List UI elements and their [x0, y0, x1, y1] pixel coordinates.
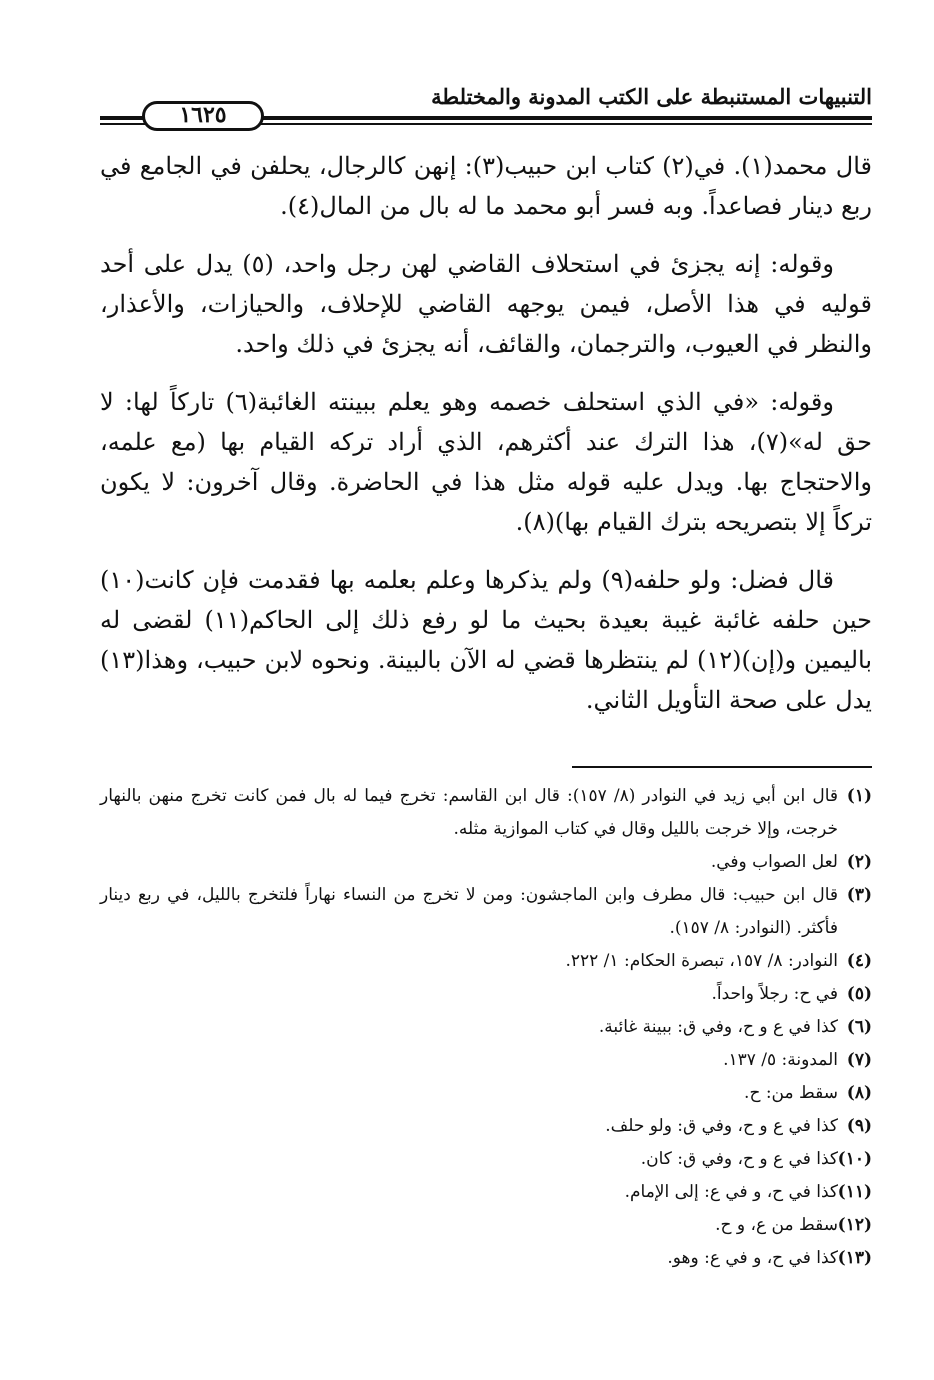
footnotes: [100, 780, 872, 1275]
page-number: ١٦٢٥: [142, 101, 264, 131]
footnote: [100, 846, 872, 879]
running-title: التنبيهات المستنبطة على الكتب المدونة والمختلطة: [431, 84, 872, 109]
footnote-number: (١١): [837, 1182, 872, 1202]
footnote-text: في ح: رجلاً واحداً.: [711, 984, 838, 1004]
footnote-text: كذا في ح، و في ع: وهو.: [667, 1248, 838, 1268]
footnote-text: قال ابن أبي زيد في النوادر (٨/ ١٥٧): قال ابن القاسم: تخرج فيما له بال فمن كانت تخرج منهن بالنهار خرجت، وإلا خرجت بالليل وقال في كتاب الموازية مثله.: [100, 786, 838, 839]
footnote-separator: [572, 766, 872, 768]
footnote-number: (٢): [846, 852, 872, 872]
footnote: [100, 1077, 872, 1110]
footnote-number: (٤): [846, 951, 872, 971]
footnote: [100, 1110, 872, 1143]
footnote-number: (٦): [846, 1017, 872, 1037]
footnote-text: المدونة: ٥/ ١٣٧.: [723, 1050, 838, 1070]
footnote-text: قال ابن حبيب: قال مطرف وابن الماجشون: ومن لا تخرج من النساء نهاراً فلتخرج بالليل، في ربع دينار فأكثر. (النوادر: ٨/ ١٥٧).: [100, 885, 838, 938]
footnote: [100, 780, 872, 846]
paragraph: قال محمد(١). في(٢) كتاب ابن حبيب(٣): إنهن كالرجال، يحلفن في الجامع في ربع دينار فصاعداً. وبه فسر أبو محمد ما له بال من المال(٤).: [100, 152, 872, 220]
footnote-number: (٧): [846, 1050, 872, 1070]
footnote-number: (١٠): [837, 1149, 872, 1169]
footnote-text: سقط من ع، و ح.: [715, 1215, 838, 1235]
main-text: [100, 146, 872, 738]
footnote: [100, 1209, 872, 1242]
footnote-number: (٩): [846, 1116, 872, 1136]
footnote: [100, 978, 872, 1011]
paragraph: وقوله: «في الذي استحلف خصمه وهو يعلم ببينته الغائبة(٦) تاركاً لها: لا حق له»(٧)، هذا الترك عند أكثرهم، الذي أراد تركه القيام بها (مع علمه، والاحتجاج بها. ويدل عليه قوله مثل هذا في الحاضرة. وقال آخرون: لا يكون تركاً إلا بتصريحه بترك القيام بها)(٨).: [100, 388, 872, 536]
paragraph: وقوله: إنه يجزئ في استحلاف القاضي لهن رجل واحد، (٥) يدل على أحد قوليه في هذا الأصل، فيمن يوجهه القاضي للإحلاف، والحيازات، والأعذار، والنظر في العيوب، والترجمان، والقائف، أنه يجزئ في ذلك واحد.: [100, 250, 872, 358]
footnote: [100, 1044, 872, 1077]
paragraph: قال فضل: ولو حلفه(٩) ولم يذكرها وعلم بعلمه بها فقدمت فإن كانت(١٠) حين حلفه غائبة غيبة بعيدة بحيث ما لو رفع ذلك إلى الحاكم(١١) لقضى له باليمين و(إن)(١٢) لم ينتظرها قضي له الآن بالبينة. ونحوه لابن حبيب، وهذا(١٣) يدل على صحة التأويل الثاني.: [100, 566, 872, 714]
footnote-text: كذا في ح، و في ع: إلى الإمام.: [624, 1182, 838, 1202]
footnote-number: (١٣): [837, 1248, 872, 1268]
footnote-text: كذا في ع و ح، وفي ق: ببينة غائبة.: [598, 1017, 838, 1037]
footnote-number: (٥): [846, 984, 872, 1004]
footnote-number: (٨): [846, 1083, 872, 1103]
footnote: [100, 1143, 872, 1176]
footnote: [100, 945, 872, 978]
footnote-text: كذا في ع و ح، وفي ق: كان.: [640, 1149, 838, 1169]
page-header: [100, 78, 872, 130]
footnote: [100, 1176, 872, 1209]
footnote: [100, 879, 872, 945]
footnote-number: (١): [846, 786, 872, 806]
footnote-text: كذا في ع و ح، وفي ق: ولو حلف.: [605, 1116, 838, 1136]
footnote-text: سقط من: ح.: [744, 1083, 838, 1103]
footnote-text: لعل الصواب وفي.: [710, 852, 838, 872]
footnote: [100, 1242, 872, 1275]
footnote-number: (١٢): [837, 1215, 872, 1235]
footnote-number: (٣): [846, 885, 872, 905]
footnote-text: النوادر: ٨/ ١٥٧، تبصرة الحكام: ١/ ٢٢٢.: [565, 951, 838, 971]
footnote: [100, 1011, 872, 1044]
